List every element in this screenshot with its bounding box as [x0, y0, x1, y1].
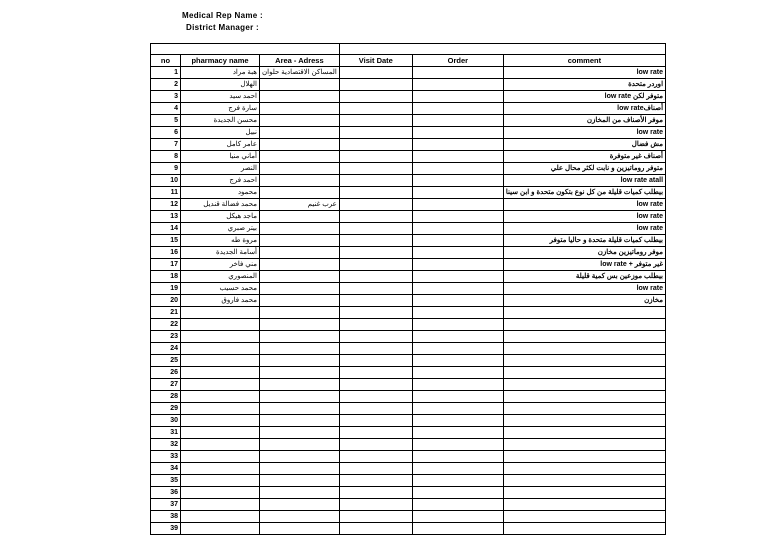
visit-date-cell[interactable]: [339, 343, 412, 355]
visit-date-cell[interactable]: [339, 511, 412, 523]
visit-date-cell[interactable]: [339, 163, 412, 175]
area-address-cell[interactable]: [260, 175, 340, 187]
table-row: [151, 391, 666, 403]
pharmacy-name-cell[interactable]: احمد فرج: [181, 175, 260, 187]
area-address-cell[interactable]: [260, 151, 340, 163]
pharmacy-name-cell[interactable]: [181, 499, 260, 511]
visit-date-cell[interactable]: [339, 223, 412, 235]
row-number[interactable]: 14: [151, 223, 181, 235]
visit-date-cell[interactable]: [339, 127, 412, 139]
table-row: [151, 427, 666, 439]
area-address-cell[interactable]: [260, 511, 340, 523]
pharmacy-name-cell[interactable]: محمود: [181, 187, 260, 199]
pharmacy-name-cell[interactable]: [181, 511, 260, 523]
row-number[interactable]: 35: [151, 475, 181, 487]
table-row: [151, 223, 666, 235]
order-cell[interactable]: [412, 379, 503, 391]
visit-date-cell[interactable]: [339, 91, 412, 103]
area-address-cell[interactable]: [260, 499, 340, 511]
table-row: [151, 115, 666, 127]
comment-cell[interactable]: low rate: [503, 127, 665, 139]
order-cell[interactable]: [412, 91, 503, 103]
pharmacy-name-cell[interactable]: عامر كامل: [181, 139, 260, 151]
visit-date-cell[interactable]: [339, 391, 412, 403]
area-address-cell[interactable]: [260, 163, 340, 175]
row-number[interactable]: 19: [151, 283, 181, 295]
pharmacy-name-cell[interactable]: [181, 523, 260, 535]
order-cell[interactable]: [412, 499, 503, 511]
comment-cell[interactable]: [503, 355, 665, 367]
area-address-cell[interactable]: [260, 235, 340, 247]
area-address-cell[interactable]: [260, 127, 340, 139]
visit-date-cell[interactable]: [339, 463, 412, 475]
order-cell[interactable]: [412, 295, 503, 307]
comment-cell[interactable]: low rate: [503, 223, 665, 235]
pharmacy-name-cell[interactable]: محسن الجديدة: [181, 115, 260, 127]
table-row: [151, 307, 666, 319]
row-number[interactable]: 3: [151, 91, 181, 103]
blank-cell[interactable]: [151, 44, 340, 55]
row-number[interactable]: 13: [151, 211, 181, 223]
order-cell[interactable]: [412, 211, 503, 223]
comment-cell[interactable]: [503, 415, 665, 427]
order-cell[interactable]: [412, 187, 503, 199]
area-address-cell[interactable]: [260, 79, 340, 91]
table-row: [151, 199, 666, 211]
col-header-area: Area - Adress: [260, 55, 340, 67]
visit-date-cell[interactable]: [339, 259, 412, 271]
comment-cell[interactable]: [503, 451, 665, 463]
table-row: [151, 283, 666, 295]
pharmacy-name-cell[interactable]: [181, 475, 260, 487]
pharmacy-name-cell[interactable]: [181, 319, 260, 331]
area-address-cell[interactable]: [260, 451, 340, 463]
area-address-cell[interactable]: المساكن الاقتصادية حلوان: [260, 67, 340, 79]
area-address-cell[interactable]: [260, 463, 340, 475]
area-address-cell[interactable]: [260, 367, 340, 379]
comment-cell[interactable]: [503, 367, 665, 379]
visit-date-cell[interactable]: [339, 67, 412, 79]
order-cell[interactable]: [412, 487, 503, 499]
row-number[interactable]: 38: [151, 511, 181, 523]
comment-cell[interactable]: [503, 331, 665, 343]
area-address-cell[interactable]: [260, 139, 340, 151]
comment-cell[interactable]: [503, 427, 665, 439]
order-cell[interactable]: [412, 451, 503, 463]
order-cell[interactable]: [412, 403, 503, 415]
visit-date-cell[interactable]: [339, 151, 412, 163]
row-number[interactable]: 24: [151, 343, 181, 355]
row-number[interactable]: 18: [151, 271, 181, 283]
order-cell[interactable]: [412, 103, 503, 115]
visit-date-cell[interactable]: [339, 451, 412, 463]
table-row: [151, 475, 666, 487]
order-cell[interactable]: [412, 79, 503, 91]
pharmacy-name-cell[interactable]: [181, 439, 260, 451]
pharmacy-name-cell[interactable]: [181, 343, 260, 355]
order-cell[interactable]: [412, 259, 503, 271]
col-header-no: no: [151, 55, 181, 67]
row-number[interactable]: 30: [151, 415, 181, 427]
order-cell[interactable]: [412, 475, 503, 487]
row-number[interactable]: 11: [151, 187, 181, 199]
comment-cell[interactable]: low rate: [503, 211, 665, 223]
medical-rep-label: Medical Rep Name :: [182, 11, 263, 20]
pharmacy-name-cell[interactable]: بيتر صبري: [181, 223, 260, 235]
order-cell[interactable]: [412, 127, 503, 139]
visit-date-cell[interactable]: [339, 379, 412, 391]
row-number[interactable]: 2: [151, 79, 181, 91]
pharmacy-name-cell[interactable]: [181, 427, 260, 439]
row-number[interactable]: 15: [151, 235, 181, 247]
order-cell[interactable]: [412, 415, 503, 427]
blank-cell[interactable]: [339, 44, 665, 55]
visit-date-cell[interactable]: [339, 187, 412, 199]
visit-date-cell[interactable]: [339, 295, 412, 307]
visit-date-cell[interactable]: [339, 367, 412, 379]
visit-date-cell[interactable]: [339, 283, 412, 295]
table-row: [151, 499, 666, 511]
table-row: [151, 247, 666, 259]
col-header-comment: comment: [503, 55, 665, 67]
row-number[interactable]: 39: [151, 523, 181, 535]
table-row: [151, 103, 666, 115]
visit-date-cell[interactable]: [339, 439, 412, 451]
comment-cell[interactable]: [503, 403, 665, 415]
visit-date-cell[interactable]: [339, 175, 412, 187]
row-number[interactable]: 16: [151, 247, 181, 259]
order-cell[interactable]: [412, 247, 503, 259]
comment-cell[interactable]: [503, 475, 665, 487]
area-address-cell[interactable]: [260, 355, 340, 367]
visit-date-cell[interactable]: [339, 331, 412, 343]
table-row: [151, 91, 666, 103]
table-row: [151, 67, 666, 79]
row-number[interactable]: 36: [151, 487, 181, 499]
table-row: [151, 295, 666, 307]
pharmacy-name-cell[interactable]: احمد سيد: [181, 91, 260, 103]
comment-cell[interactable]: متوفر روماتيزين و نابت لكثر محال علي: [503, 163, 665, 175]
visit-date-cell[interactable]: [339, 247, 412, 259]
area-address-cell[interactable]: [260, 439, 340, 451]
pharmacy-name-cell[interactable]: [181, 379, 260, 391]
pharmacy-name-cell[interactable]: الهلال: [181, 79, 260, 91]
table-row: [151, 487, 666, 499]
visit-date-cell[interactable]: [339, 403, 412, 415]
pharmacy-name-cell[interactable]: سارة فرج: [181, 103, 260, 115]
comment-cell[interactable]: بيطلب كميات قليلة متحدة و حاليا متوفر: [503, 235, 665, 247]
area-address-cell[interactable]: [260, 403, 340, 415]
blank-header-row: [151, 44, 666, 55]
comment-cell[interactable]: [503, 439, 665, 451]
pharmacy-name-cell[interactable]: المنصوري: [181, 271, 260, 283]
area-address-cell[interactable]: [260, 211, 340, 223]
area-address-cell[interactable]: عرب غنيم: [260, 199, 340, 211]
col-header-visit-date: Visit Date: [339, 55, 412, 67]
order-cell[interactable]: [412, 283, 503, 295]
comment-cell[interactable]: [503, 343, 665, 355]
comment-cell[interactable]: [503, 499, 665, 511]
row-number[interactable]: 7: [151, 139, 181, 151]
pharmacy-name-cell[interactable]: محمد فضالة قنديل: [181, 199, 260, 211]
row-number[interactable]: 8: [151, 151, 181, 163]
order-cell[interactable]: [412, 307, 503, 319]
visit-date-cell[interactable]: [339, 355, 412, 367]
col-header-order: Order: [412, 55, 503, 67]
order-cell[interactable]: [412, 523, 503, 535]
visit-date-cell[interactable]: [339, 115, 412, 127]
row-number[interactable]: 31: [151, 427, 181, 439]
visit-date-cell[interactable]: [339, 79, 412, 91]
comment-cell[interactable]: low rate: [503, 283, 665, 295]
row-number[interactable]: 34: [151, 463, 181, 475]
pharmacy-name-cell[interactable]: [181, 415, 260, 427]
area-address-cell[interactable]: [260, 379, 340, 391]
order-cell[interactable]: [412, 271, 503, 283]
table-row: [151, 331, 666, 343]
comment-cell[interactable]: low rate: [503, 199, 665, 211]
order-cell[interactable]: [412, 223, 503, 235]
district-manager-label: District Manager :: [186, 23, 259, 32]
row-number[interactable]: 4: [151, 103, 181, 115]
pharmacy-name-cell[interactable]: [181, 307, 260, 319]
row-number[interactable]: 23: [151, 331, 181, 343]
table-row: [151, 271, 666, 283]
row-number[interactable]: 9: [151, 163, 181, 175]
visit-date-cell[interactable]: [339, 523, 412, 535]
order-cell[interactable]: [412, 511, 503, 523]
area-address-cell[interactable]: [260, 247, 340, 259]
comment-cell[interactable]: موفر روماتيزين مخازن: [503, 247, 665, 259]
order-cell[interactable]: [412, 67, 503, 79]
order-cell[interactable]: [412, 139, 503, 151]
table-row: [151, 79, 666, 91]
area-address-cell[interactable]: [260, 91, 340, 103]
visit-date-cell[interactable]: [339, 235, 412, 247]
comment-cell[interactable]: low rate + غير متوفر: [503, 259, 665, 271]
comment-cell[interactable]: اوردر متحدة: [503, 79, 665, 91]
order-cell[interactable]: [412, 463, 503, 475]
table-row: [151, 175, 666, 187]
table-row: [151, 451, 666, 463]
row-number[interactable]: 28: [151, 391, 181, 403]
area-address-cell[interactable]: [260, 187, 340, 199]
pharmacy-name-cell[interactable]: محمد حسيب: [181, 283, 260, 295]
pharmacy-name-cell[interactable]: [181, 403, 260, 415]
area-address-cell[interactable]: [260, 391, 340, 403]
pharmacy-name-cell[interactable]: هبة مراد: [181, 67, 260, 79]
pharmacy-name-cell[interactable]: مروة طه: [181, 235, 260, 247]
comment-cell[interactable]: موفر الأصناف من المخازن: [503, 115, 665, 127]
table-row: [151, 523, 666, 535]
table-row: [151, 511, 666, 523]
table-row: [151, 403, 666, 415]
row-number[interactable]: 33: [151, 451, 181, 463]
order-cell[interactable]: [412, 115, 503, 127]
row-number[interactable]: 20: [151, 295, 181, 307]
comment-cell[interactable]: أصناف غير متوفرة: [503, 151, 665, 163]
area-address-cell[interactable]: [260, 271, 340, 283]
area-address-cell[interactable]: [260, 343, 340, 355]
order-cell[interactable]: [412, 163, 503, 175]
order-cell[interactable]: [412, 175, 503, 187]
row-number[interactable]: 6: [151, 127, 181, 139]
visit-date-cell[interactable]: [339, 271, 412, 283]
comment-cell[interactable]: [503, 463, 665, 475]
area-address-cell[interactable]: [260, 331, 340, 343]
order-cell[interactable]: [412, 151, 503, 163]
visit-date-cell[interactable]: [339, 475, 412, 487]
row-number[interactable]: 29: [151, 403, 181, 415]
table-row: [151, 163, 666, 175]
area-address-cell[interactable]: [260, 415, 340, 427]
area-address-cell[interactable]: [260, 475, 340, 487]
table-row: [151, 187, 666, 199]
row-number[interactable]: 32: [151, 439, 181, 451]
column-header-row: [151, 55, 666, 67]
col-header-pharmacy: pharmacy name: [181, 55, 260, 67]
row-number[interactable]: 37: [151, 499, 181, 511]
comment-cell[interactable]: [503, 307, 665, 319]
comment-cell[interactable]: [503, 391, 665, 403]
order-cell[interactable]: [412, 331, 503, 343]
comment-cell[interactable]: [503, 379, 665, 391]
pharmacy-name-cell[interactable]: ماجد هيكل: [181, 211, 260, 223]
comment-cell[interactable]: مخازن: [503, 295, 665, 307]
row-number[interactable]: 27: [151, 379, 181, 391]
pharmacy-name-cell[interactable]: [181, 331, 260, 343]
table-row: [151, 139, 666, 151]
pharmacy-name-cell[interactable]: [181, 451, 260, 463]
visit-date-cell[interactable]: [339, 499, 412, 511]
area-address-cell[interactable]: [260, 259, 340, 271]
order-cell[interactable]: [412, 199, 503, 211]
pharmacy-name-cell[interactable]: [181, 391, 260, 403]
area-address-cell[interactable]: [260, 307, 340, 319]
pharmacy-name-cell[interactable]: [181, 463, 260, 475]
comment-cell[interactable]: low rateأصناف: [503, 103, 665, 115]
area-address-cell[interactable]: [260, 487, 340, 499]
table-row: [151, 319, 666, 331]
table-row: [151, 463, 666, 475]
table-row: [151, 355, 666, 367]
area-address-cell[interactable]: [260, 283, 340, 295]
table-row: [151, 367, 666, 379]
order-cell[interactable]: [412, 439, 503, 451]
row-number[interactable]: 26: [151, 367, 181, 379]
order-cell[interactable]: [412, 319, 503, 331]
pharmacy-visit-table: [150, 43, 666, 535]
pharmacy-name-cell[interactable]: [181, 487, 260, 499]
order-cell[interactable]: [412, 367, 503, 379]
order-cell[interactable]: [412, 235, 503, 247]
area-address-cell[interactable]: [260, 115, 340, 127]
row-number[interactable]: 21: [151, 307, 181, 319]
order-cell[interactable]: [412, 355, 503, 367]
comment-cell[interactable]: [503, 319, 665, 331]
area-address-cell[interactable]: [260, 523, 340, 535]
pharmacy-name-cell[interactable]: [181, 355, 260, 367]
table-row: [151, 127, 666, 139]
row-number[interactable]: 10: [151, 175, 181, 187]
visit-date-cell[interactable]: [339, 415, 412, 427]
area-address-cell[interactable]: [260, 103, 340, 115]
order-cell[interactable]: [412, 391, 503, 403]
row-number[interactable]: 5: [151, 115, 181, 127]
row-number[interactable]: 12: [151, 199, 181, 211]
visit-date-cell[interactable]: [339, 307, 412, 319]
pharmacy-name-cell[interactable]: مني فاخر: [181, 259, 260, 271]
order-cell[interactable]: [412, 343, 503, 355]
table-row: [151, 415, 666, 427]
table-row: [151, 343, 666, 355]
area-address-cell[interactable]: [260, 295, 340, 307]
visit-date-cell[interactable]: [339, 103, 412, 115]
area-address-cell[interactable]: [260, 319, 340, 331]
comment-cell[interactable]: بيطلب كميات قليلة من كل نوع بتكون متحدة و ابن سينا: [503, 187, 665, 199]
table-row: [151, 259, 666, 271]
table-row: [151, 211, 666, 223]
area-address-cell[interactable]: [260, 223, 340, 235]
comment-cell[interactable]: low rate: [503, 67, 665, 79]
comment-cell[interactable]: [503, 523, 665, 535]
row-number[interactable]: 25: [151, 355, 181, 367]
comment-cell[interactable]: low rate atall: [503, 175, 665, 187]
comment-cell[interactable]: بيطلب موزعين بس كمية قليلة: [503, 271, 665, 283]
pharmacy-name-cell[interactable]: [181, 367, 260, 379]
table-row: [151, 439, 666, 451]
visit-date-cell[interactable]: [339, 487, 412, 499]
visit-date-cell[interactable]: [339, 319, 412, 331]
pharmacy-name-cell[interactable]: أسامة الجديدة: [181, 247, 260, 259]
area-address-cell[interactable]: [260, 427, 340, 439]
table-row: [151, 235, 666, 247]
row-number[interactable]: 17: [151, 259, 181, 271]
row-number[interactable]: 22: [151, 319, 181, 331]
visit-date-cell[interactable]: [339, 211, 412, 223]
comment-cell[interactable]: low rate متوفر لكن: [503, 91, 665, 103]
table-row: [151, 379, 666, 391]
comment-cell[interactable]: مش فضال: [503, 139, 665, 151]
pharmacy-name-cell[interactable]: أماني منيا: [181, 151, 260, 163]
pharmacy-name-cell[interactable]: محمد فاروق: [181, 295, 260, 307]
row-number[interactable]: 1: [151, 67, 181, 79]
comment-cell[interactable]: [503, 487, 665, 499]
visit-date-cell[interactable]: [339, 139, 412, 151]
visit-date-cell[interactable]: [339, 427, 412, 439]
order-cell[interactable]: [412, 427, 503, 439]
pharmacy-name-cell[interactable]: النصر: [181, 163, 260, 175]
visit-date-cell[interactable]: [339, 199, 412, 211]
pharmacy-name-cell[interactable]: نبيل: [181, 127, 260, 139]
table-row: [151, 151, 666, 163]
comment-cell[interactable]: [503, 511, 665, 523]
